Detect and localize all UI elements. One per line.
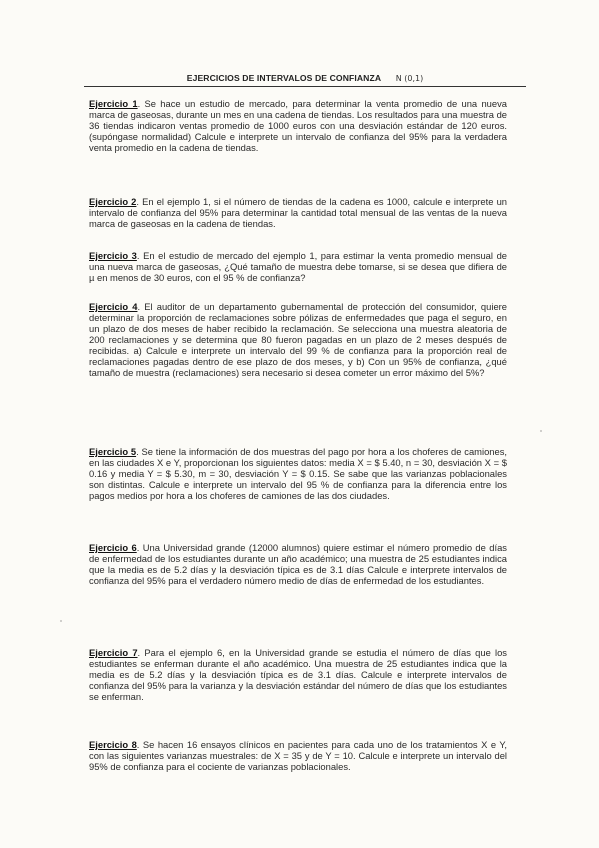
exercise-3	[89, 250, 507, 283]
exercise-6	[89, 542, 507, 586]
exercise-8-text: . Se hacen 16 ensayos clínicos en pacientes para cada uno de los tratamientos X e Y, con las siguientes varianzas muestrales: de X = 35 y de Y = 10. Calcule e interprete un intervalo del 95% de confianza para el cociente de varianzas poblacionales.	[89, 739, 508, 772]
exercise-4-text: . El auditor de un departamento gubernamental de protección del consumidor, quiere determinar la proporción de reclamaciones sobre pólizas de enfermedades que paga el seguro, en un plazo de dos meses de haber recibido la reclamación. Se selecciona una muestra aleatoria de 200 reclamaciones y se determina que 80 fueron pagadas en un plazo de 2 meses después de recibidas. a) Calcule e interprete un intervalo del 99 % de confianza para la proporción real de reclamaciones pagadas dentro de ese plazo de dos meses, y b) Con un 95% de confianza, ¿qué tamaño de muestra (reclamaciones) sera necesario si desea cometer un error máximo del 5%?	[89, 301, 507, 378]
exercise-1-title: Ejercicio 1	[89, 98, 138, 109]
exercise-4	[89, 301, 507, 378]
handwritten-note: N (0,1)	[395, 74, 424, 83]
exercise-5-title: Ejercicio 5	[89, 446, 137, 457]
exercise-1-text: . Se hace un estudio de mercado, para determinar la venta promedio de una nueva marca de gaseosas, durante un mes en una cadena de tiendas. Los resultados para una muestra de 36 tiendas indicaron ventas promedio de 1000 euros con una desviación estándar de 120 euros. (supóngase normalidad) Calcule e interprete un intervalo de confianza del 95% para la verdadera venta promedio en la cadena de tiendas.	[89, 98, 507, 153]
exercise-1	[89, 98, 507, 153]
exercise-7-text: . Para el ejemplo 6, en la Universidad grande se estudia el número de días que los estudiantes se enferman durante el año académico. Una muestra de 25 estudiantes indica que la media es de 5.2 días y la desviación típica es de 3.1 días. Calcule e interprete intervalos de confianza del 95% para la varianza y la desviación estándar del número de días que los estudiantes se enferman.	[89, 647, 507, 702]
paper-speck	[60, 620, 62, 622]
exercise-7	[89, 647, 507, 702]
exercise-6-title: Ejercicio 6	[89, 542, 137, 553]
exercise-2	[89, 196, 507, 229]
exercise-5	[89, 446, 507, 501]
exercise-4-title: Ejercicio 4	[89, 301, 138, 312]
paper-speck	[540, 430, 542, 432]
exercise-3-text: . En el estudio de mercado del ejemplo 1, para estimar la venta promedio mensual de una nueva marca de gaseosas, ¿Qué tamaño de muestra debe tomarse, si se desea que difiera de µ en menos de 30 euros, con el 95 % de confianza?	[89, 250, 507, 283]
exercise-7-title: Ejercicio 7	[89, 647, 138, 658]
exercise-5-text: . Se tiene la información de dos muestras del pago por hora a los choferes de camiones, en las ciudades X e Y, proporcionan los siguientes datos: media X = $ 5.40, n = 30, desviación X = $ 0.16 y media Y = $ 5.30, m = 30, desviación Y = $ 0.15. Se sabe que las varianzas poblacionales son distintas. Calcule e interprete un intervalo del 95 % de confianza para la diferencia entre los pagos medios por hora a los choferes de camiones de las dos ciudades.	[89, 446, 507, 501]
exercise-2-text: . En el ejemplo 1, si el número de tiendas de la cadena es 1000, calcule e interprete un intervalo de confianza del 95% para determinar la cantidad total mensual de las ventas de la nueva marca de gaseosas en la cadena de tiendas.	[89, 196, 507, 229]
page-title: EJERCICIOS DE INTERVALOS DE CONFIANZA	[186, 73, 382, 83]
exercise-8	[89, 739, 507, 772]
exercise-2-title: Ejercicio 2	[89, 196, 137, 207]
exercise-8-title: Ejercicio 8	[89, 739, 137, 750]
page-header	[84, 72, 526, 87]
exercise-3-title: Ejercicio 3	[89, 250, 137, 261]
exercise-6-text: . Una Universidad grande (12000 alumnos) quiere estimar el número promedio de días de enfermedad de los estudiantes durante un año académico; una muestra de 25 estudiantes indica que la media es de 5.2 días y la desviación típica es de 3.1 días Calcule e interprete intervalos de confianza del 95% para el verdadero número medio de días de enfermedad de los estudiantes.	[89, 542, 507, 586]
